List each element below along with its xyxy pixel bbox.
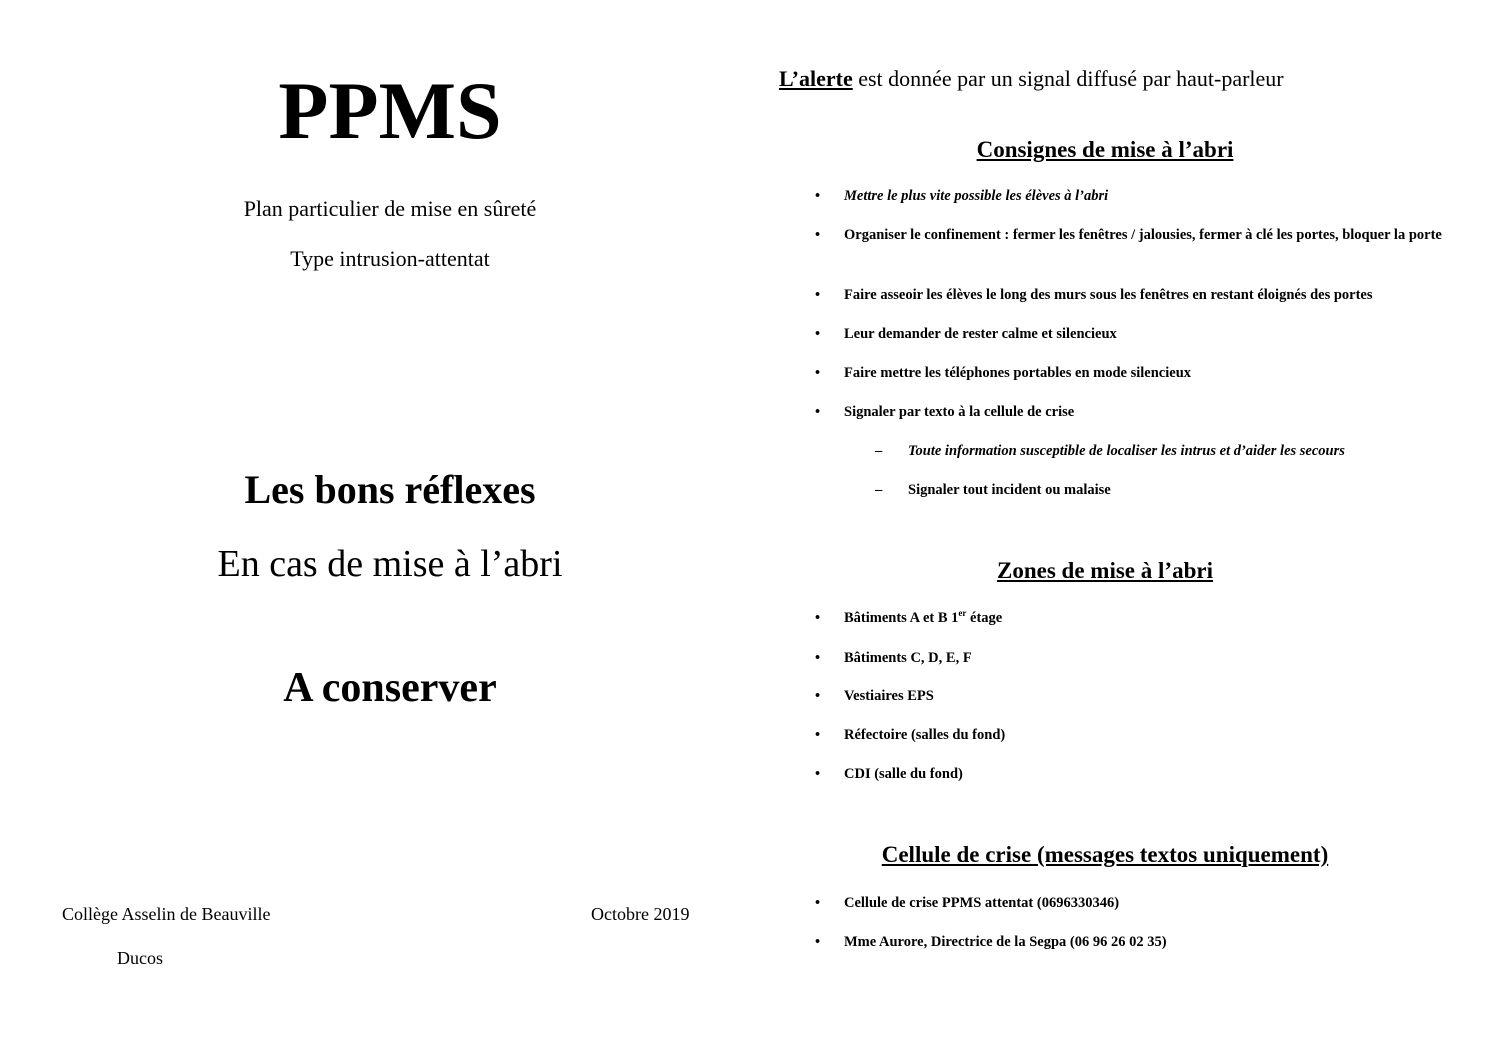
reflexes-heading: Les bons réflexes <box>244 467 536 512</box>
bullet-icon: • <box>815 188 821 204</box>
bullet-icon: • <box>815 727 821 743</box>
cellule-heading: Cellule de crise (messages textos uniquement) <box>881 842 1329 867</box>
bullet-icon: • <box>815 934 821 950</box>
consignes-heading: Consignes de mise à l’abri <box>976 137 1234 162</box>
zone-item: • Bâtiments A et B 1er étage <box>815 608 1003 626</box>
bullet-icon: • <box>815 766 821 782</box>
consigne-item: • Leur demander de rester calme et silencieux <box>815 326 1117 342</box>
bullet-icon: • <box>815 326 821 342</box>
zone-item: • CDI (salle du fond) <box>815 766 963 782</box>
bullet-icon: • <box>815 227 821 243</box>
consigne-sub-item: – Signaler tout incident ou malaise <box>875 482 1111 498</box>
consigne-item: • Signaler par texto à la cellule de crise <box>815 404 1075 420</box>
school-name: Collège Asselin de Beauville <box>62 904 271 924</box>
bullet-icon: • <box>815 688 821 704</box>
abri-heading: En cas de mise à l’abri <box>217 543 563 585</box>
consigne-item: • Faire mettre les téléphones portables en mode silencieux <box>815 365 1192 381</box>
contact-item: • Mme Aurore, Directrice de la Segpa (06 96 26 02 35) <box>815 934 1167 950</box>
zone-item: • Vestiaires EPS <box>815 688 934 704</box>
consigne-sub-item: – Toute information susceptible de localiser les intrus et d’aider les secours <box>875 443 1345 459</box>
town-name: Ducos <box>117 948 163 968</box>
alert-keyword: L’alerte <box>779 66 853 91</box>
consigne-item: • Organiser le confinement : fermer les fenêtres / jalousies, fermer à clé les portes, bloquer la porte <box>815 227 1442 243</box>
zone-item: • Réfectoire (salles du fond) <box>815 727 1006 743</box>
zone-item: • Bâtiments C, D, E, F <box>815 650 972 666</box>
plan-subtitle: Plan particulier de mise en sûreté <box>243 196 537 221</box>
bullet-icon: • <box>815 287 821 303</box>
bullet-icon: • <box>815 650 821 666</box>
alert-text: est donnée par un signal diffusé par haut-parleur <box>852 66 1284 91</box>
conserver-heading: A conserver <box>283 665 497 711</box>
dash-icon: – <box>875 443 883 459</box>
dash-icon: – <box>875 482 883 498</box>
bullet-icon: • <box>815 610 821 626</box>
bullet-icon: • <box>815 895 821 911</box>
consigne-item: • Mettre le plus vite possible les élèves à l’abri <box>815 188 1109 204</box>
document-date: Octobre 2019 <box>591 904 690 924</box>
bullet-icon: • <box>815 404 821 420</box>
alert-statement <box>779 66 1284 92</box>
type-subtitle: Type intrusion-attentat <box>290 246 490 271</box>
bullet-icon: • <box>815 365 821 381</box>
contact-item: • Cellule de crise PPMS attentat (0696330346) <box>815 895 1120 911</box>
zones-heading: Zones de mise à l’abri <box>997 558 1213 583</box>
document-title: PPMS <box>278 65 502 156</box>
consigne-item: • Faire asseoir les élèves le long des murs sous les fenêtres en restant éloignés des portes <box>815 287 1373 303</box>
